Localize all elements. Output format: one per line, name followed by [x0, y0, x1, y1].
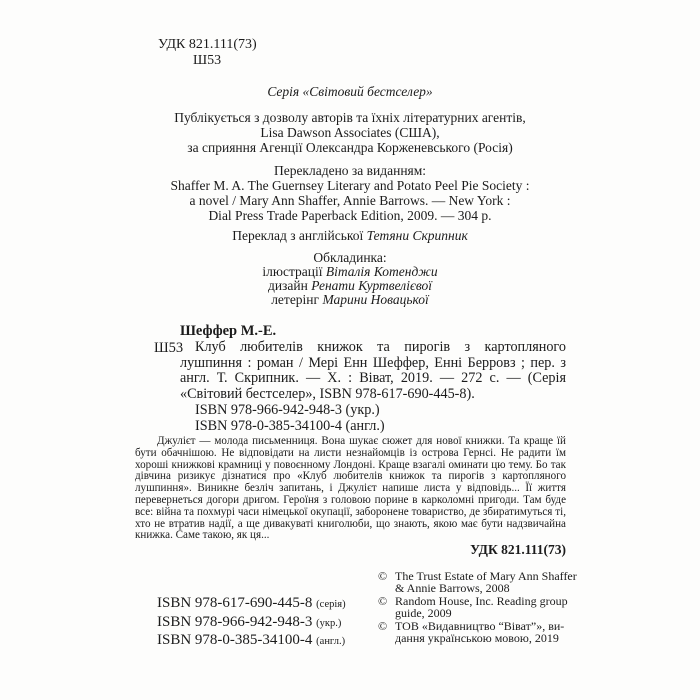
- copyright-symbol: ©: [378, 618, 388, 633]
- catalog-card-entry: [154, 339, 566, 402]
- translator-credit: [0, 228, 700, 244]
- cover-credit-name: Ренати Куртвелієвої: [311, 278, 433, 293]
- translator-name: Тетяни Скрипник: [366, 228, 468, 243]
- cover-credit-line: [0, 279, 700, 293]
- copyright-symbol: ©: [378, 569, 388, 583]
- cover-credit-label: дизайн: [267, 278, 312, 293]
- cover-credits: [0, 251, 700, 307]
- copyright-line: The Trust Estate of Mary Ann Shaffer: [395, 569, 577, 583]
- copyright-line: ТОВ «Видавництво “Віват”», ви-: [395, 618, 565, 633]
- cover-credit-line: [0, 293, 700, 307]
- catalog-card-code: Ш53: [154, 340, 184, 356]
- copyright-line: & Annie Barrows, 2008: [395, 581, 510, 596]
- isbn-item: [157, 632, 346, 651]
- copyright-list: [378, 570, 588, 644]
- isbn-number: ISBN 978-617-690-445-8: [157, 595, 313, 611]
- isbn-qualifier: (укр.): [316, 617, 342, 629]
- udc-footer: УДК 821.111(73): [470, 542, 566, 557]
- copyright-symbol: ©: [378, 593, 388, 608]
- cover-credit-label: летерінг: [271, 292, 323, 307]
- annotation-text: Джулієт — молода письменниця. Вона шукає сюжет для нової книжки. Та краще їй бути обачнішою. Не відповідати на листи незнайомців із острова Гернсі. Не радити їм хороші книжкові крамниці у повоєнному Лондоні. Краще взагалі оминати цю тему. Бо так дівчина ризикує дізнатися про «Клуб любителів книжок та пирогів з картопляного лушпиння». Виникне безліч запитань, і Джулієт напише листа у відповідь... Її життя перевернеться догори дригом. Героїня з головою порине в карколомні пригоди. Там буде все: війна та похмурі часи німецької окупації, заборонене товариство, де збиратимуться ті, хто не втратив надії, а ще дивакуваті книголюби, що знають, якою має бути надзвичайна книжка. Саме такою, як ця...: [135, 435, 566, 542]
- permission-line: за сприяння Агенції Олександра Корженевського (Росія): [187, 140, 513, 155]
- catalog-card-isbn-line: ISBN 978-966-942-948-3 (укр.): [195, 402, 380, 418]
- copyright-line: guide, 2009: [395, 606, 452, 621]
- source-edition-heading: Перекладено за виданням:: [273, 163, 427, 178]
- translator-credit-label: Переклад з англійської: [232, 228, 367, 243]
- isbn-qualifier: (серія): [316, 599, 346, 610]
- isbn-item: [157, 595, 346, 614]
- permission-note: [0, 110, 700, 155]
- catalog-card-author: Шеффер М.-Е.: [180, 323, 277, 339]
- catalog-card-isbns: [195, 402, 385, 434]
- copyright-item: [378, 570, 588, 595]
- isbn-item: [157, 614, 346, 633]
- cover-credit-line: [0, 265, 700, 279]
- copyright-line: дання українською мовою, 2019: [395, 631, 559, 646]
- source-edition: [0, 163, 700, 223]
- series-name: Серія «Світовий бестселер»: [267, 84, 433, 99]
- permission-line: Lisa Dawson Associates (США),: [260, 125, 440, 140]
- isbn-qualifier: (англ.): [316, 636, 346, 648]
- source-edition-line: Dial Press Trade Paperback Edition, 2009. — 304 p.: [208, 208, 492, 223]
- isbn-number: ISBN 978-0-385-34100-4: [157, 632, 313, 649]
- catalog-card-isbn-line: ISBN 978-0-385-34100-4 (англ.): [195, 418, 385, 434]
- cover-credits-heading: Обкладинка:: [313, 250, 387, 265]
- catalog-card-description: Клуб любителів книжок та пирогів з картопляного лушпиння : роман / Мері Енн Шеффер, Енні Берровз ; пер. з англ. Т. Скрипник. — Х. : Віват, 2019. — 272 с. — (Серія «Світовий бестселер», ISBN 978-617-690-445-8).: [180, 339, 566, 402]
- isbn-list: [157, 595, 346, 651]
- cover-credit-label: ілюстрації: [262, 264, 326, 279]
- source-edition-line: Shaffer M. A. The Guernsey Literary and Potato Peel Pie Society :: [170, 178, 530, 193]
- copyright-item: [378, 595, 588, 620]
- udc-number: УДК 821.111(73): [158, 37, 257, 52]
- book-code: Ш53: [193, 53, 222, 68]
- source-edition-line: a novel / Mary Ann Shaffer, Annie Barrows. — New York :: [189, 193, 511, 208]
- copyright-item: [378, 620, 588, 645]
- cover-credit-name: Віталія Котенджи: [325, 264, 438, 279]
- permission-line: Публікується з дозволу авторів та їхніх літературних агентів,: [174, 110, 526, 125]
- copyright-line: Random House, Inc. Reading group: [395, 593, 568, 608]
- cover-credit-name: Марини Новацької: [322, 292, 429, 307]
- isbn-number: ISBN 978-966-942-948-3: [157, 613, 313, 630]
